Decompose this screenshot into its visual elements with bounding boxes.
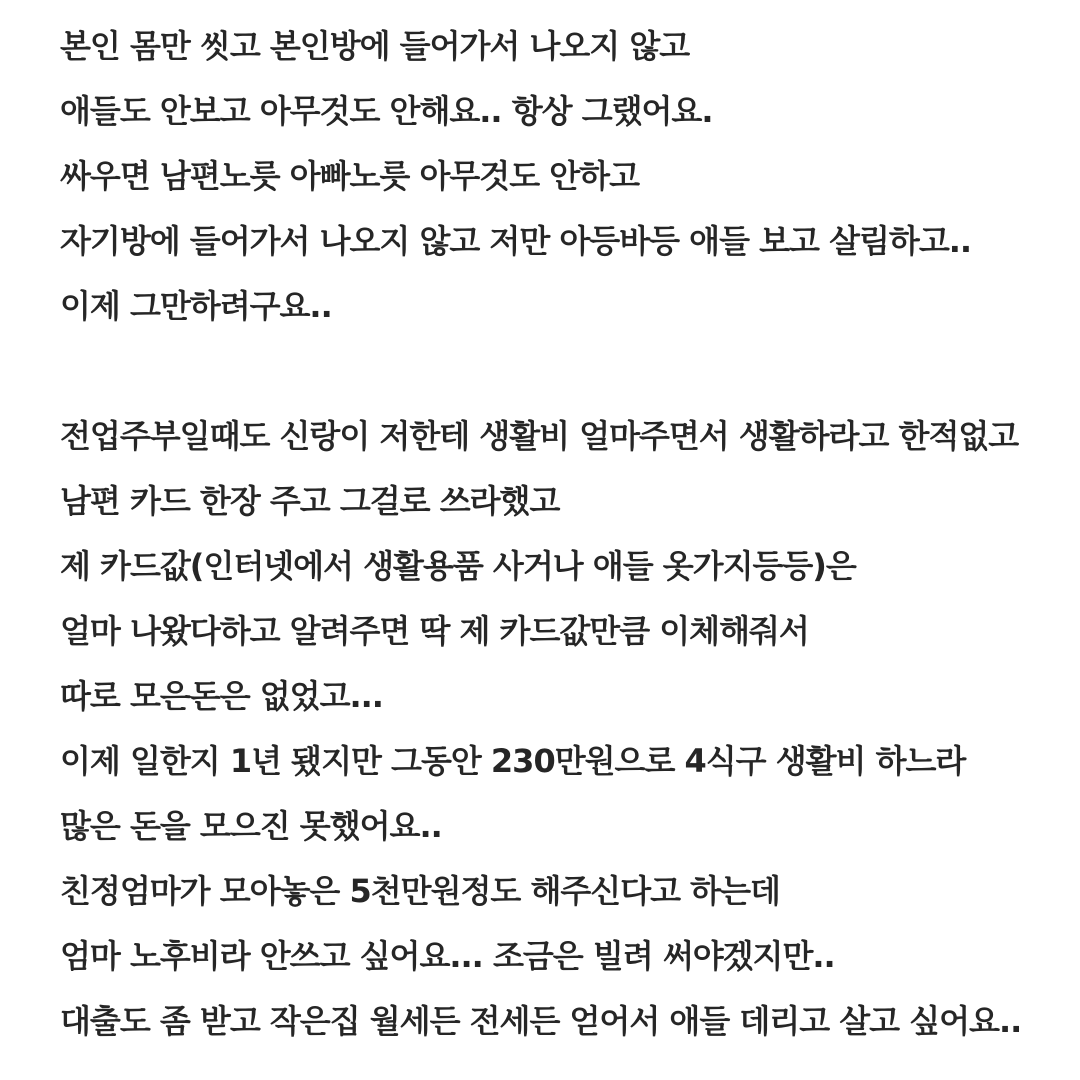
text-line: 얼마 나왔다하고 알려주면 딱 제 카드값만큼 이체해줘서 [60,612,809,650]
text-line: 많은 돈을 모으진 못했어요.. [60,807,442,845]
paragraph-2 [60,416,1060,1066]
text-line: 엄마 노후비라 안쓰고 싶어요... 조금은 빌려 써야겠지만.. [60,937,835,975]
text-line: 대출도 좀 받고 작은집 월세든 전세든 얻어서 애들 데리고 살고 싶어요.. [60,1002,1022,1040]
text-line: 남편 카드 한장 주고 그걸로 쓰라했고 [60,482,560,520]
text-line: 제 카드값(인터넷에서 생활용품 사거나 애들 옷가지등등)은 [60,547,856,585]
text-line: 자기방에 들어가서 나오지 않고 저만 아등바등 애들 보고 살림하고.. [60,222,972,260]
text-line: 이제 일한지 1년 됐지만 그동안 230만원으로 4식구 생활비 하느라 [60,742,966,780]
text-line: 친정엄마가 모아놓은 5천만원정도 해주신다고 하는데 [60,872,780,910]
text-line: 이제 그만하려구요.. [60,287,332,325]
paragraph-1 [60,26,1060,351]
text-line: 따로 모은돈은 없었고... [60,677,383,715]
text-line: 전업주부일때도 신랑이 저한테 생활비 얼마주면서 생활하라고 한적없고 [60,417,1019,455]
text-line: 싸우면 남편노릇 아빠노릇 아무것도 안하고 [60,157,639,195]
paragraph-spacer [60,351,1060,416]
text-line: 본인 몸만 씻고 본인방에 들어가서 나오지 않고 [60,27,690,65]
document-body [60,26,1060,1066]
text-line: 애들도 안보고 아무것도 안해요.. 항상 그랬어요. [60,92,713,130]
